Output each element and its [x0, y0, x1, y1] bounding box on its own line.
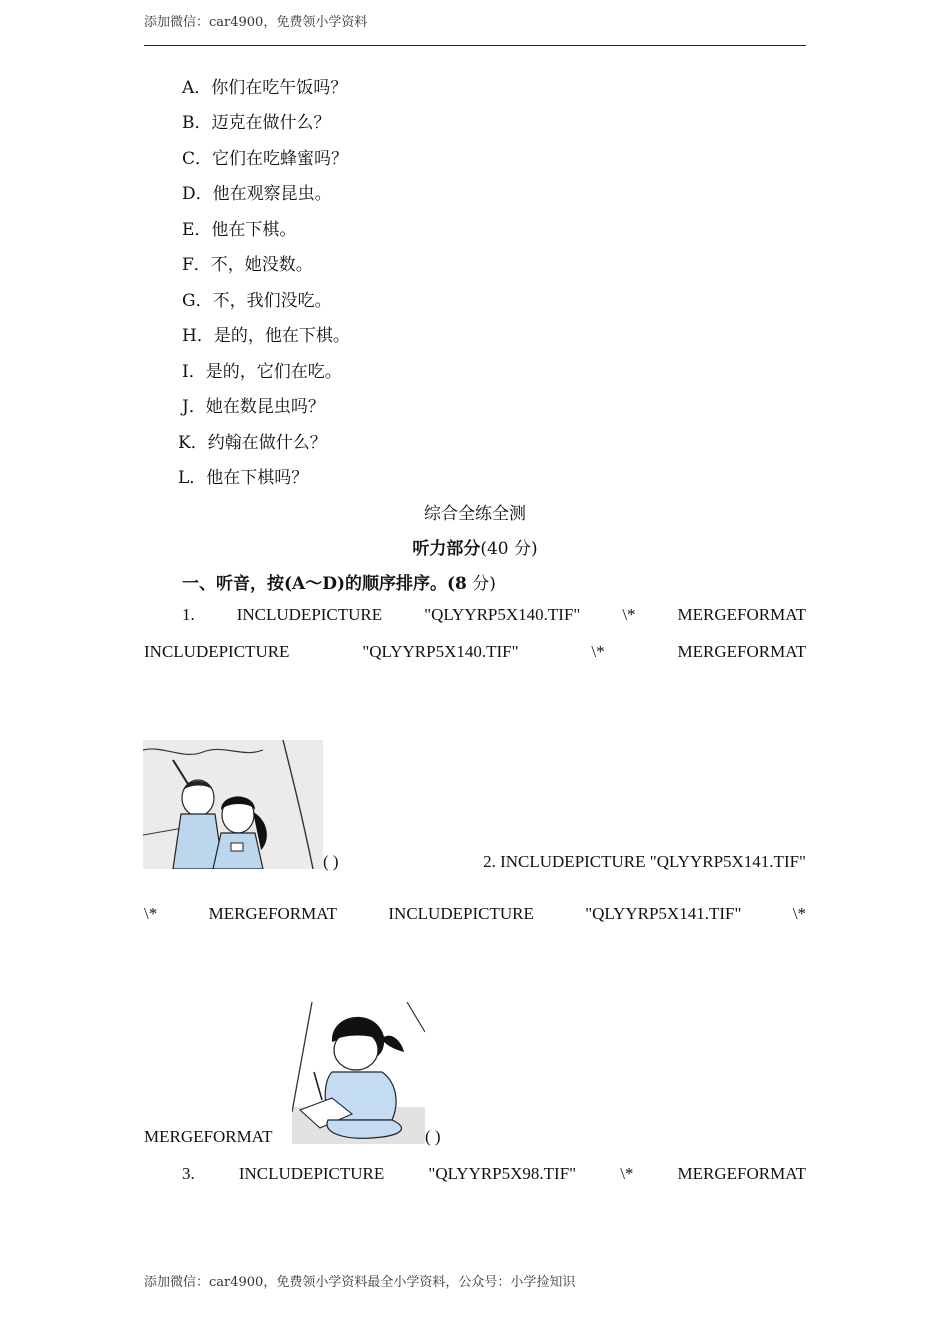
option-k: K．约翰在做什么？ [178, 433, 327, 453]
section-title: 综合全练全测 [424, 504, 526, 524]
question-1-title [182, 569, 496, 594]
q1-word: "QLYYRP5X140.TIF" [424, 605, 581, 624]
q1-word: \* [591, 642, 605, 661]
question-1-picture [143, 740, 323, 869]
answer-blank-1[interactable]: ( ) [323, 852, 339, 871]
q3-word: \* [620, 1164, 634, 1183]
option-text: 是的，他在下棋。 [213, 326, 350, 346]
q2-word: "QLYYRP5X141.TIF" [585, 904, 742, 923]
q3-word: MERGEFORMAT [677, 1164, 806, 1183]
option-text: 他在观察昆虫。 [212, 184, 332, 204]
girl-writing-illustration [292, 1002, 425, 1144]
page-footer: 添加微信：car4900，免费领小学资料最全小学资料，公众号：小学捡知识 [144, 1275, 576, 1290]
option-c: C．它们在吃蜂蜜吗？ [182, 149, 349, 169]
option-key: B [182, 113, 195, 133]
q3-number: 3. [182, 1164, 195, 1183]
q3-word: INCLUDEPICTURE [238, 1164, 385, 1183]
q3-word: "QLYYRP5X98.TIF" [428, 1164, 577, 1183]
option-text: 不，她没数。 [210, 255, 313, 275]
option-g: G．不，我们没吃。 [182, 291, 332, 311]
q2-inline-text: 2. INCLUDEPICTURE "QLYYRP5X141.TIF" [483, 852, 806, 871]
option-key: I [182, 362, 189, 382]
q2-line-2 [144, 904, 806, 924]
q1-word: INCLUDEPICTURE [236, 605, 383, 624]
option-text: 约翰在做什么？ [207, 433, 327, 453]
option-text: 不，我们没吃。 [212, 291, 332, 311]
q2-word: \* [792, 904, 806, 923]
q1-word: MERGEFORMAT [677, 642, 806, 661]
option-text: 迈克在做什么？ [211, 113, 331, 133]
q1-word: INCLUDEPICTURE [144, 642, 290, 661]
option-key: E [182, 220, 195, 240]
option-h: H．是的，他在下棋。 [182, 326, 350, 346]
section-subtitle [144, 534, 806, 559]
subtitle-bold: 听力部分 [412, 539, 481, 559]
q1-title-rest: 分) [466, 574, 496, 594]
subtitle-rest: (40 分) [480, 539, 538, 559]
option-d: D．他在观察昆虫。 [182, 184, 332, 204]
option-key: H [182, 326, 197, 346]
girls-tree-illustration [143, 740, 323, 869]
option-text: 她在数昆虫吗？ [205, 397, 325, 417]
q1-word: "QLYYRP5X140.TIF" [362, 642, 519, 661]
option-text: 他在下棋。 [211, 220, 297, 240]
question-2-picture [292, 1002, 425, 1144]
option-e: E．他在下棋。 [182, 220, 297, 240]
option-b: B．迈克在做什么？ [182, 113, 331, 133]
answer-blank-2[interactable]: ( ) [425, 1127, 441, 1146]
q1-word: MERGEFORMAT [677, 605, 806, 624]
option-a: A．你们在吃午饭吗？ [182, 78, 348, 98]
option-text: 你们在吃午饭吗？ [211, 78, 348, 98]
q1-word: \* [622, 605, 636, 624]
q2-word: MERGEFORMAT [208, 904, 338, 923]
option-key: J [182, 397, 189, 417]
option-text: 他在下棋吗？ [206, 468, 309, 488]
q1-title-bold: 一、听音，按(A～D)的顺序排序。(8 [182, 574, 467, 594]
option-key: F [182, 255, 194, 275]
q2-word: INCLUDEPICTURE [388, 904, 534, 923]
option-key: G [182, 291, 196, 311]
option-key: K [178, 433, 191, 453]
q1-line-1 [182, 605, 806, 625]
q1-number: 1. [182, 605, 195, 624]
option-i: I．是的，它们在吃。 [182, 362, 342, 382]
q2-word: \* [144, 904, 158, 923]
option-key: L [178, 468, 190, 488]
option-l: L．他在下棋吗？ [178, 468, 309, 488]
option-f: F．不，她没数。 [182, 255, 313, 275]
option-key: C [182, 149, 196, 169]
option-text: 它们在吃蜂蜜吗？ [212, 149, 349, 169]
q2-tail-text: MERGEFORMAT [144, 1127, 273, 1146]
option-key: D [182, 184, 196, 204]
option-j: J．她在数昆虫吗？ [182, 397, 325, 417]
option-key: A [182, 78, 195, 98]
option-text: 是的，它们在吃。 [205, 362, 342, 382]
q1-line-2 [144, 642, 806, 662]
q3-line-1 [182, 1164, 806, 1184]
header-divider [144, 45, 806, 46]
page-header: 添加微信：car4900，免费领小学资料 [144, 15, 368, 30]
